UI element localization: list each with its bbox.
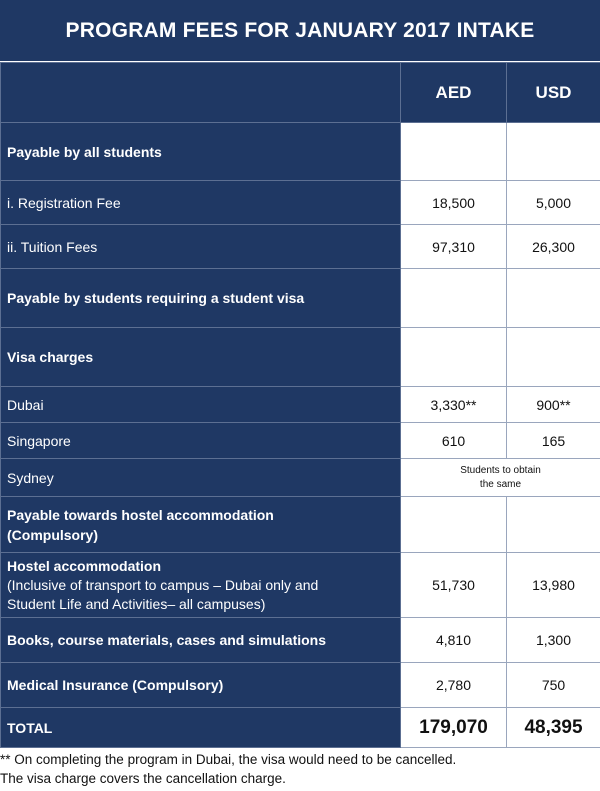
- footnote-line2: The visa charge covers the cancellation charge.: [0, 771, 286, 786]
- row-payable-hostel: [1, 497, 600, 553]
- sydney-note-cell: [401, 459, 600, 497]
- row-label-line2: (Compulsory): [7, 526, 98, 543]
- aed-cell: 610: [401, 423, 507, 459]
- aed-cell: 4,810: [401, 618, 507, 663]
- row-label: Dubai: [1, 387, 401, 423]
- row-singapore: [1, 423, 600, 459]
- row-payable-all: [1, 123, 600, 181]
- total-usd: 48,395: [507, 708, 600, 748]
- aed-cell: [401, 328, 507, 387]
- row-label: Medical Insurance (Compulsory): [1, 663, 401, 708]
- row-label: Payable by all students: [1, 123, 401, 181]
- usd-cell: 1,300: [507, 618, 600, 663]
- aed-cell: [401, 123, 507, 181]
- row-total: [1, 708, 600, 748]
- aed-cell: [401, 269, 507, 328]
- aed-cell: 18,500: [401, 181, 507, 225]
- usd-cell: [507, 497, 600, 553]
- row-label-title: Hostel accommodation: [7, 557, 162, 574]
- row-label: Payable by students requiring a student visa: [1, 269, 401, 328]
- row-label: i. Registration Fee: [1, 181, 401, 225]
- aed-cell: 3,330**: [401, 387, 507, 423]
- usd-cell: 5,000: [507, 181, 600, 225]
- column-header-usd: USD: [507, 63, 600, 123]
- row-books: [1, 618, 600, 663]
- aed-cell: [401, 497, 507, 553]
- row-label-line1: Payable towards hostel accommodation: [7, 506, 274, 523]
- row-medical-insurance: [1, 663, 600, 708]
- usd-cell: [507, 328, 600, 387]
- usd-cell: 165: [507, 423, 600, 459]
- row-tuition-fees: [1, 225, 600, 269]
- row-visa-charges: [1, 328, 600, 387]
- row-registration-fee: [1, 181, 600, 225]
- row-label-desc-line1: (Inclusive of transport to campus – Dubai only and: [7, 576, 319, 593]
- row-label: Visa charges: [1, 328, 401, 387]
- aed-cell: 2,780: [401, 663, 507, 708]
- header-empty-cell: [1, 63, 401, 123]
- row-label-desc-line2: Student Life and Activities– all campuses): [7, 595, 266, 612]
- row-label: Singapore: [1, 423, 401, 459]
- total-label: TOTAL: [1, 708, 401, 748]
- footnote-line1: ** On completing the program in Dubai, the visa would need to be cancelled.: [0, 752, 457, 767]
- sydney-note-line1: Students to obtain: [460, 464, 541, 476]
- table-header-row: [1, 63, 600, 123]
- aed-cell: 51,730: [401, 553, 507, 618]
- footnote: [0, 750, 600, 788]
- column-header-aed: AED: [401, 63, 507, 123]
- usd-cell: [507, 269, 600, 328]
- sydney-note-line2: the same: [479, 478, 522, 490]
- usd-cell: 750: [507, 663, 600, 708]
- row-label: Sydney: [1, 459, 401, 497]
- row-sydney: [1, 459, 600, 497]
- row-payable-visa: [1, 269, 600, 328]
- row-label: [1, 553, 401, 618]
- usd-cell: [507, 123, 600, 181]
- usd-cell: 13,980: [507, 553, 600, 618]
- usd-cell: 26,300: [507, 225, 600, 269]
- row-label: ii. Tuition Fees: [1, 225, 401, 269]
- page-title: PROGRAM FEES FOR JANUARY 2017 INTAKE: [0, 0, 600, 62]
- usd-cell: 900**: [507, 387, 600, 423]
- row-label: Books, course materials, cases and simulations: [1, 618, 401, 663]
- fees-table: [0, 62, 600, 748]
- row-label: [1, 497, 401, 553]
- row-hostel-accommodation: [1, 553, 600, 618]
- total-aed: 179,070: [401, 708, 507, 748]
- row-dubai: [1, 387, 600, 423]
- aed-cell: 97,310: [401, 225, 507, 269]
